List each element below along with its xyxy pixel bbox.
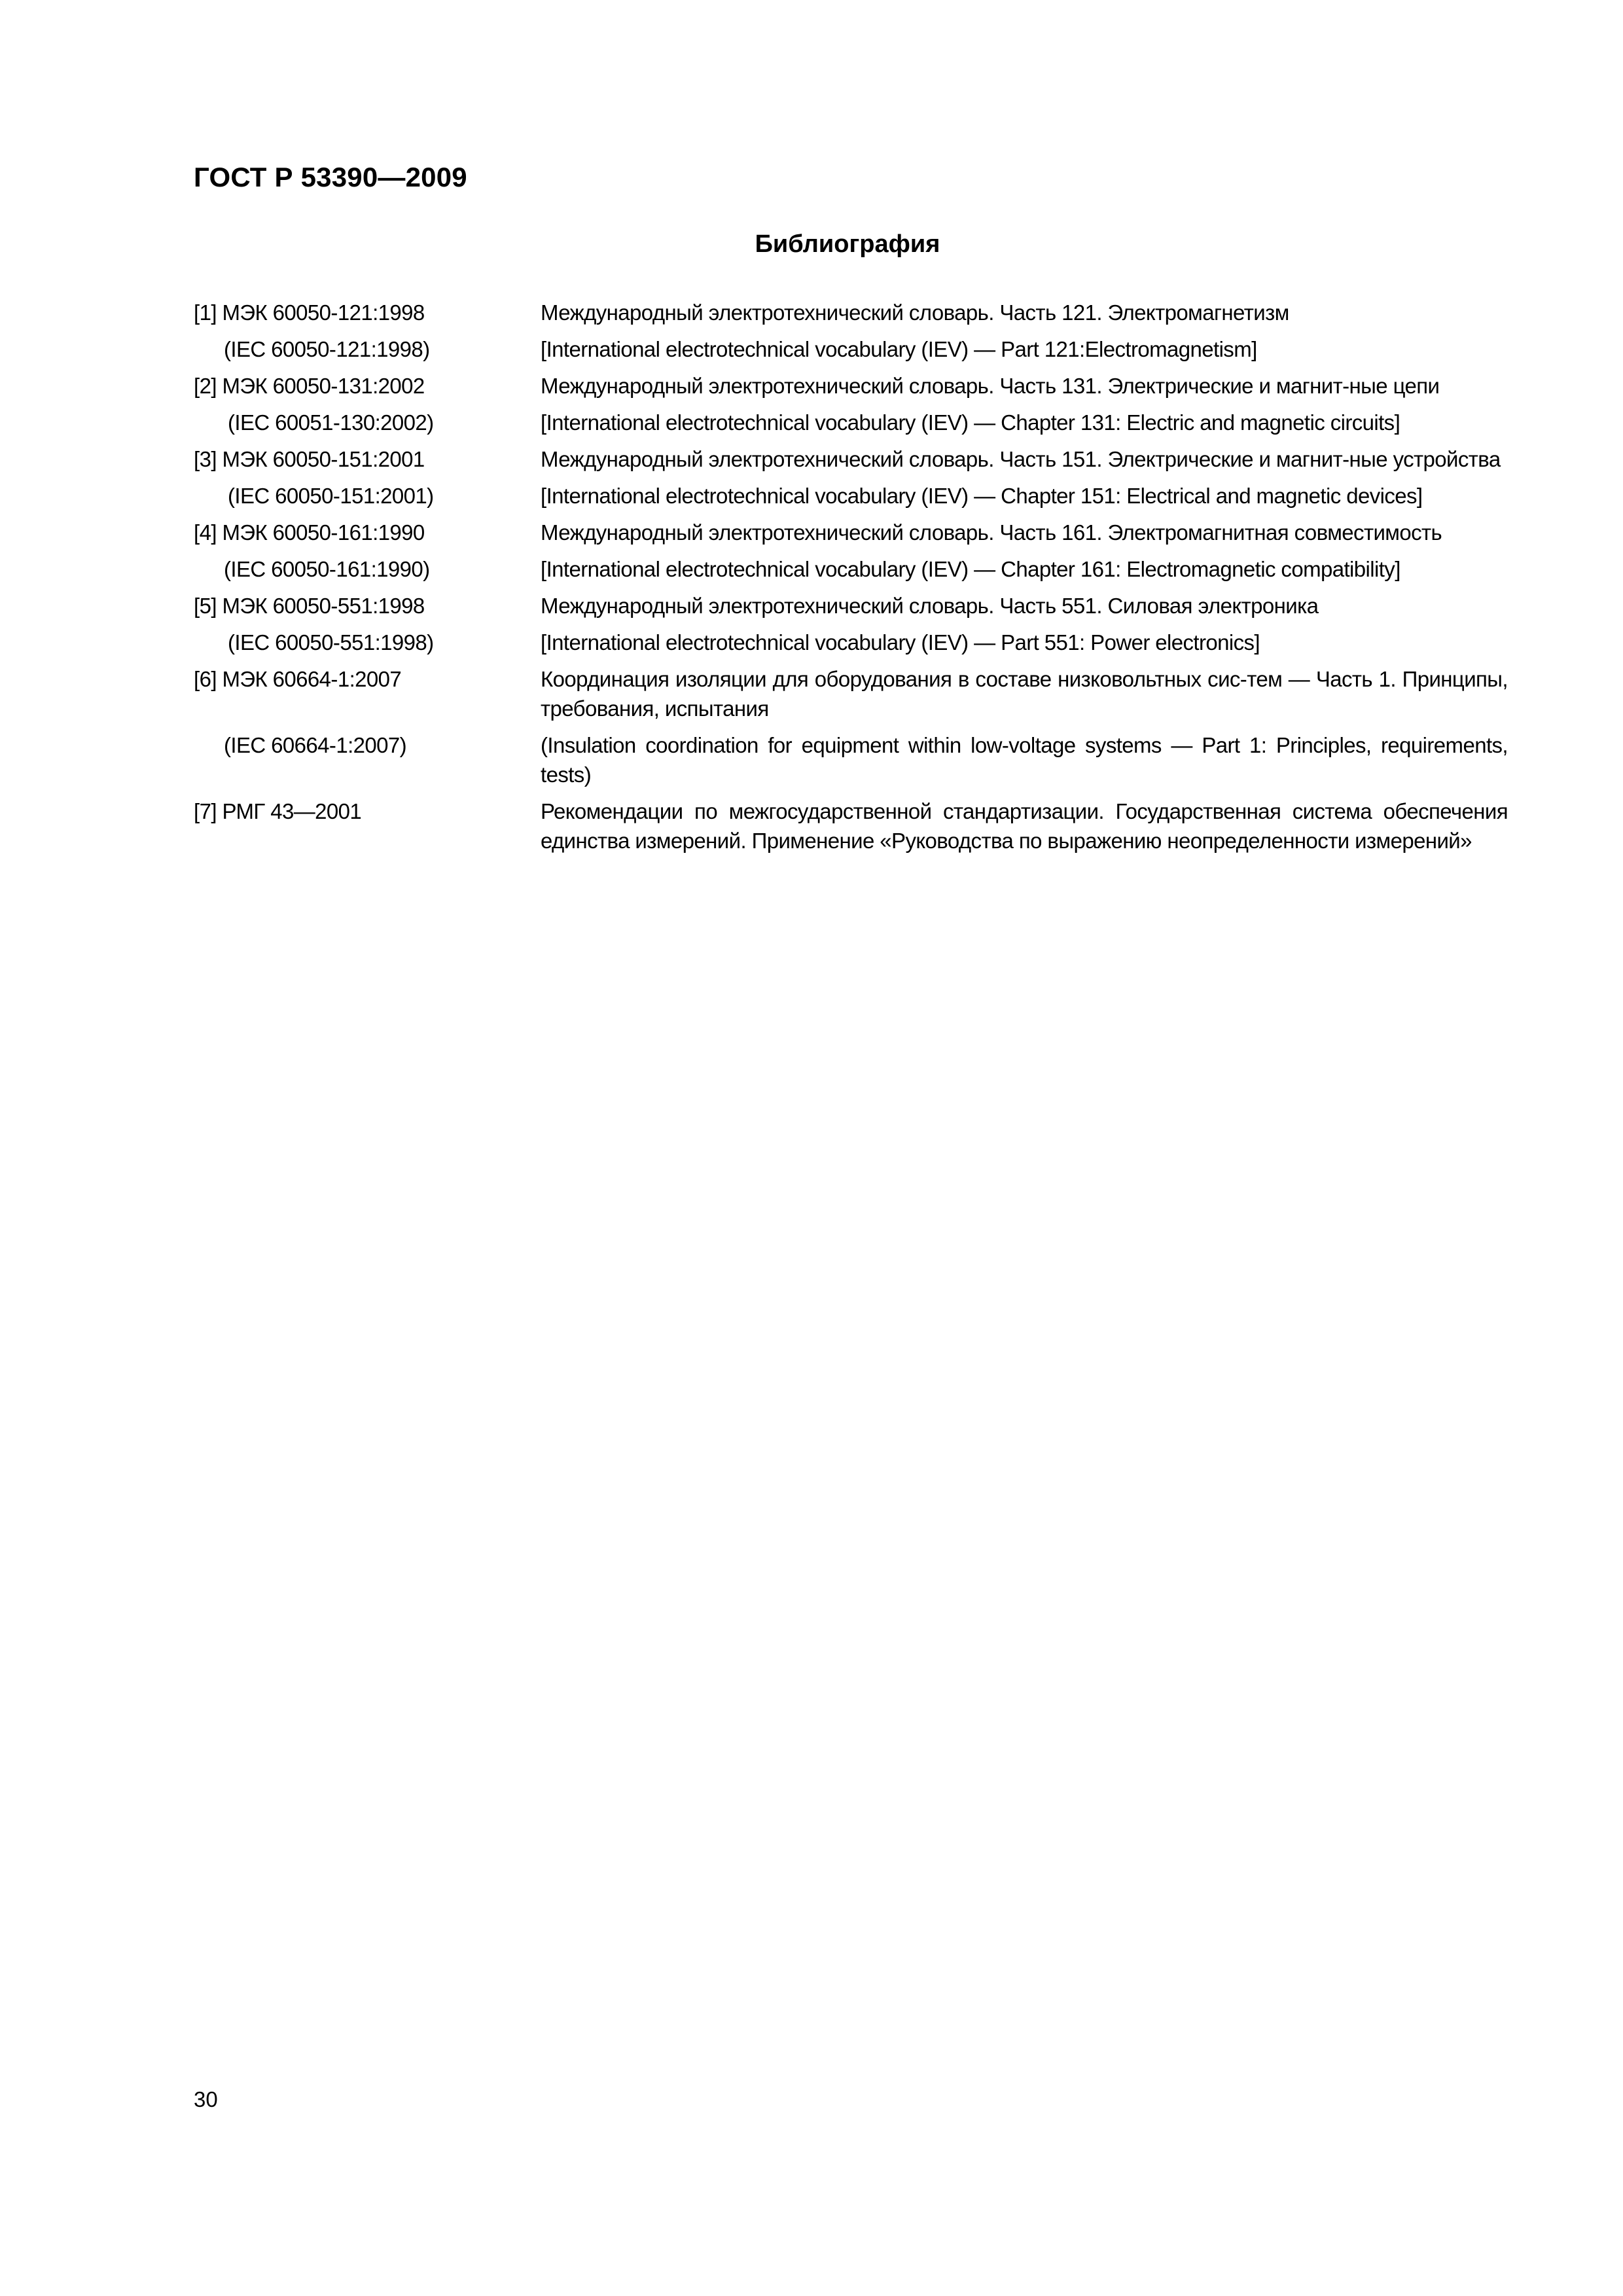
reference-title: Международный электротехнический словарь. Часть 121. Электромагнетизм (541, 300, 1289, 325)
reference-title: Международный электротехнический словарь. Часть 131. Электрические и магнит-ные цепи (541, 374, 1440, 398)
reference-title: Международный электротехнический словарь. Часть 161. Электромагнитная совместимость (541, 520, 1442, 545)
section-title: Библиография (755, 230, 940, 258)
reference-original-id: (IEC 60050-151:2001) (228, 484, 434, 508)
bibliography-entry-2-original (194, 408, 1508, 437)
bibliography-entry-3-original (194, 481, 1508, 511)
bibliography-entry-2 (194, 371, 1508, 401)
bibliography-list (194, 298, 1508, 863)
bibliography-entry-1 (194, 298, 1508, 327)
bibliography-entry-5 (194, 591, 1508, 620)
reference-original-title: [International electrotechnical vocabulary (IEV) — Part 551: Power electronics] (541, 630, 1260, 655)
reference-original-title: [International electrotechnical vocabulary (IEV) — Chapter 161: Electromagnetic compatibility] (541, 557, 1400, 581)
reference-title: Международный электротехнический словарь. Часть 551. Силовая электроника (541, 594, 1319, 618)
reference-title: Координация изоляции для оборудования в составе низковольтных сис-тем — Часть 1. Принципы, требования, испытания (541, 667, 1508, 721)
bibliography-entry-4 (194, 518, 1508, 547)
reference-original-title: [International electrotechnical vocabulary (IEV) — Part 121:Electromagnetism] (541, 337, 1257, 361)
reference-id: [5] МЭК 60050-551:1998 (194, 594, 425, 618)
bibliography-entry-7 (194, 797, 1508, 855)
reference-original-title: [International electrotechnical vocabulary (IEV) — Chapter 131: Electric and magnetic circuits] (541, 410, 1400, 435)
reference-id: [2] МЭК 60050-131:2002 (194, 374, 425, 398)
reference-original-id: (IEC 60664-1:2007) (224, 733, 407, 757)
reference-id: [7] РМГ 43—2001 (194, 799, 362, 823)
page-number: 30 (194, 2087, 218, 2111)
reference-title: Рекомендации по межгосударственной стандартизации. Государственная система обеспечения единства измерений. Применение «Руководства по выражению неопределенности измерений» (541, 799, 1508, 853)
reference-id: [3] МЭК 60050-151:2001 (194, 447, 425, 471)
bibliography-entry-6-original (194, 730, 1508, 789)
reference-id: [4] МЭК 60050-161:1990 (194, 520, 425, 545)
reference-original-title: (Insulation coordination for equipment within low-voltage systems — Part 1: Principles, requirements, tests) (541, 733, 1508, 787)
reference-id: [6] МЭК 60664-1:2007 (194, 667, 402, 691)
bibliography-entry-6 (194, 664, 1508, 723)
reference-original-id: (IEC 60051-130:2002) (228, 410, 434, 435)
document-code-header: ГОСТ Р 53390—2009 (194, 162, 467, 192)
bibliography-entry-4-original (194, 554, 1508, 584)
bibliography-entry-5-original (194, 628, 1508, 657)
reference-original-id: (IEC 60050-551:1998) (228, 630, 434, 655)
bibliography-entry-1-original (194, 334, 1508, 364)
reference-id: [1] МЭК 60050-121:1998 (194, 300, 425, 325)
reference-title: Международный электротехнический словарь. Часть 151. Электрические и магнит-ные устройства (541, 447, 1501, 471)
bibliography-entry-3 (194, 444, 1508, 474)
reference-original-id: (IEC 60050-161:1990) (224, 557, 430, 581)
reference-original-title: [International electrotechnical vocabulary (IEV) — Chapter 151: Electrical and magnetic devices] (541, 484, 1423, 508)
reference-original-id: (IEC 60050-121:1998) (224, 337, 430, 361)
